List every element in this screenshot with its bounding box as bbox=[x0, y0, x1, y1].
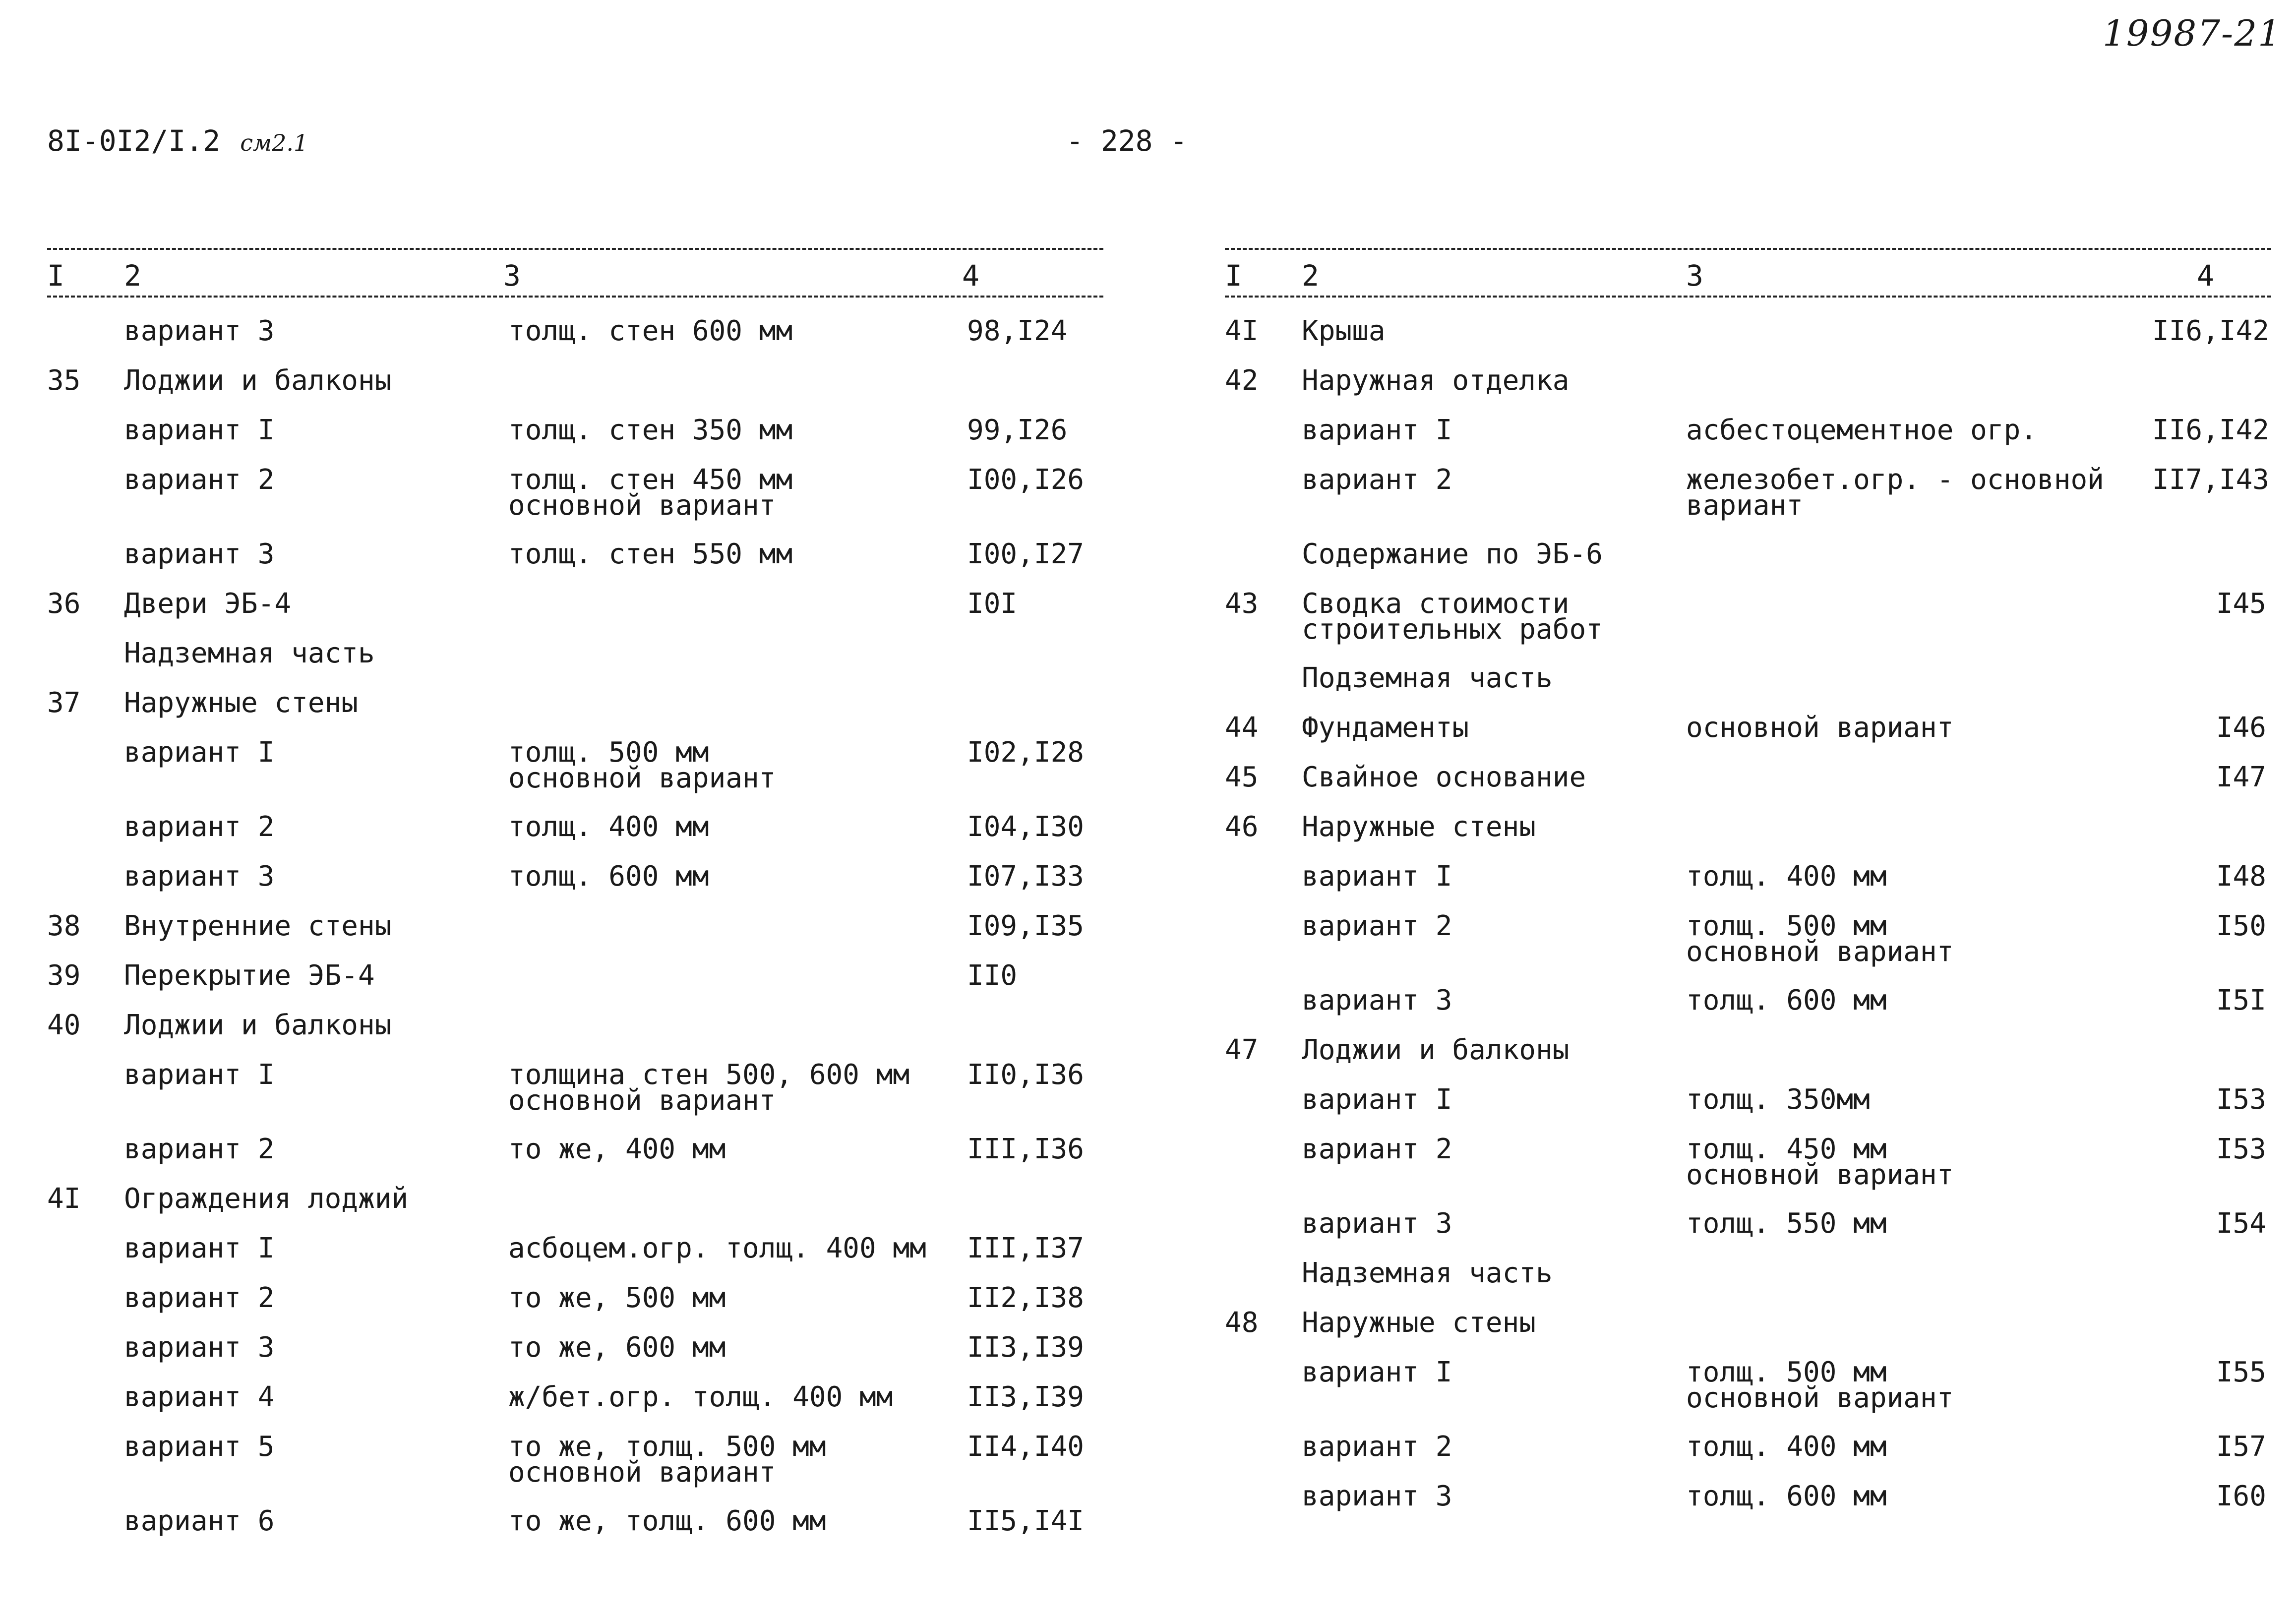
row-pages: 99,I26 bbox=[967, 414, 1068, 446]
table-row bbox=[47, 637, 1103, 690]
table-row bbox=[1225, 1257, 2271, 1310]
row-number: 46 bbox=[1225, 811, 1259, 843]
row-description-line: то же, 400 мм bbox=[508, 1133, 726, 1165]
table-header bbox=[47, 250, 1103, 296]
row-name: вариант 2 bbox=[124, 811, 275, 843]
row-description-line: вариант bbox=[1686, 489, 1804, 522]
row-number: 37 bbox=[47, 687, 81, 719]
table-header-rule bbox=[1225, 296, 2271, 298]
row-description bbox=[1686, 712, 1954, 744]
row-description bbox=[508, 414, 793, 446]
row-pages: I07,I33 bbox=[967, 860, 1085, 893]
row-pages: II0 bbox=[967, 959, 1018, 992]
table-row bbox=[47, 364, 1103, 418]
row-description bbox=[1686, 1083, 1870, 1116]
row-description-line: толщ. стен 600 мм bbox=[508, 315, 793, 347]
row-number: 35 bbox=[47, 364, 81, 397]
table-row bbox=[1225, 860, 2271, 913]
table-body bbox=[47, 315, 1103, 1558]
row-description bbox=[508, 1431, 826, 1489]
row-name: Наружные стены bbox=[124, 687, 359, 719]
row-number: 44 bbox=[1225, 712, 1259, 744]
row-description bbox=[508, 1059, 910, 1117]
column-header-1: I bbox=[47, 259, 64, 293]
column-header-3: 3 bbox=[1686, 259, 1703, 293]
row-description-line: толщ. 400 мм bbox=[508, 811, 709, 843]
row-description bbox=[508, 538, 793, 570]
row-name: вариант I bbox=[1302, 1356, 1452, 1388]
row-name: вариант 2 bbox=[124, 1282, 275, 1314]
row-description-line: основной вариант bbox=[508, 1456, 776, 1489]
row-description bbox=[1686, 1480, 1887, 1512]
table-row bbox=[1225, 364, 2271, 418]
row-pages: I46 bbox=[2216, 712, 2266, 744]
row-description-line: толщ. стен 550 мм bbox=[508, 538, 793, 570]
table-row bbox=[1225, 712, 2271, 765]
row-name: Фундаменты bbox=[1302, 712, 1469, 744]
table-row bbox=[47, 687, 1103, 740]
row-description-line: толщ. 500 мм bbox=[1686, 1356, 1887, 1388]
table-row bbox=[47, 1431, 1103, 1508]
table-row bbox=[47, 1232, 1103, 1285]
row-description bbox=[508, 464, 793, 522]
row-name: вариант 5 bbox=[124, 1431, 275, 1463]
row-name: Ограждения лоджий bbox=[124, 1183, 409, 1215]
row-description-line: основной вариант bbox=[508, 1084, 776, 1117]
table-row bbox=[47, 538, 1103, 591]
row-description bbox=[1686, 1431, 1887, 1463]
row-pages: I47 bbox=[2216, 761, 2266, 793]
row-description-line: толщ. 350мм bbox=[1686, 1083, 1870, 1116]
row-description bbox=[508, 860, 709, 893]
table-row bbox=[47, 315, 1103, 368]
table-row bbox=[1225, 662, 2271, 715]
document-code-text: 8I-0I2/I.2 bbox=[47, 124, 221, 158]
table-row bbox=[47, 1505, 1103, 1558]
row-description-line: толщ. 600 мм bbox=[508, 860, 709, 893]
row-description-line: то же, 500 мм bbox=[508, 1282, 726, 1314]
page-number: - 228 - bbox=[1066, 124, 1188, 158]
row-description-line: основной вариант bbox=[508, 489, 776, 522]
table-row bbox=[1225, 1034, 2271, 1087]
row-pages: II4,I40 bbox=[967, 1431, 1085, 1463]
row-name: вариант I bbox=[124, 414, 275, 446]
row-pages: II7,I43 bbox=[2152, 464, 2270, 496]
row-name: Содержание по ЭБ-6 bbox=[1302, 538, 1603, 570]
row-pages: I0I bbox=[967, 588, 1018, 620]
table-row bbox=[1225, 1356, 2271, 1434]
row-pages: I55 bbox=[2216, 1356, 2266, 1388]
row-name: вариант 2 bbox=[1302, 1431, 1452, 1463]
row-pages: I50 bbox=[2216, 910, 2266, 942]
row-number: 36 bbox=[47, 588, 81, 620]
table-row bbox=[1225, 464, 2271, 541]
row-pages: I09,I35 bbox=[967, 910, 1085, 942]
row-name: вариант 3 bbox=[1302, 1480, 1452, 1512]
row-name: Свайное основание bbox=[1302, 761, 1586, 793]
row-description bbox=[508, 1282, 726, 1314]
row-name: вариант 3 bbox=[124, 860, 275, 893]
row-name: Внутренние стены bbox=[124, 910, 392, 942]
row-name: Подземная часть bbox=[1302, 662, 1553, 694]
table-header-rule bbox=[47, 296, 1103, 298]
row-pages: I54 bbox=[2216, 1207, 2266, 1240]
document-code-suffix: см2.1 bbox=[240, 129, 308, 156]
row-name: вариант 3 bbox=[124, 1331, 275, 1364]
table-row bbox=[47, 1381, 1103, 1434]
table-row bbox=[1225, 588, 2271, 665]
row-description bbox=[508, 811, 709, 843]
table-row bbox=[1225, 761, 2271, 814]
handwritten-stamp: 19987-21 bbox=[2103, 12, 2282, 54]
row-number: 39 bbox=[47, 959, 81, 992]
row-pages: I53 bbox=[2216, 1133, 2266, 1165]
row-name: Надземная часть bbox=[1302, 1257, 1553, 1289]
row-name: Лоджии и балконы bbox=[124, 1009, 392, 1041]
table-row bbox=[1225, 811, 2271, 864]
row-name: Наружные стены bbox=[1302, 1307, 1536, 1339]
row-description bbox=[1686, 984, 1887, 1017]
row-number: 38 bbox=[47, 910, 81, 942]
row-number: 45 bbox=[1225, 761, 1259, 793]
row-description-line: основной вариант bbox=[508, 762, 776, 794]
column-header-4: 4 bbox=[2197, 259, 2214, 293]
row-name: Перекрытие ЭБ-4 bbox=[124, 959, 375, 992]
row-description bbox=[1686, 464, 2104, 522]
document-code bbox=[47, 124, 308, 158]
row-description-line: то же, толщ. 500 мм bbox=[508, 1431, 826, 1463]
row-description-line: толщ. 400 мм bbox=[1686, 1431, 1887, 1463]
table-row bbox=[47, 1059, 1103, 1137]
table-row bbox=[1225, 1307, 2271, 1360]
table-row bbox=[1225, 1083, 2271, 1137]
row-pages: II3,I39 bbox=[967, 1381, 1085, 1413]
row-pages: I00,I27 bbox=[967, 538, 1085, 570]
row-pages: II6,I42 bbox=[2152, 414, 2270, 446]
row-pages: I48 bbox=[2216, 860, 2266, 893]
row-name: Наружная отделка bbox=[1302, 364, 1570, 397]
table-row bbox=[47, 1282, 1103, 1335]
row-description-line: основной вариант bbox=[1686, 712, 1954, 744]
row-pages: I60 bbox=[2216, 1480, 2266, 1512]
row-description-line: толщ. 500 мм bbox=[1686, 910, 1887, 942]
row-name: вариант 2 bbox=[124, 1133, 275, 1165]
table-row bbox=[1225, 315, 2271, 368]
row-name: Лоджии и балконы bbox=[1302, 1034, 1570, 1066]
table-row bbox=[1225, 1480, 2271, 1533]
table-row bbox=[47, 1009, 1103, 1062]
row-description bbox=[508, 315, 793, 347]
row-pages: I5I bbox=[2216, 984, 2266, 1017]
row-description bbox=[508, 1505, 826, 1537]
row-description-line: основной вариант bbox=[1686, 936, 1954, 968]
row-description-line: основной вариант bbox=[1686, 1382, 1954, 1414]
row-description bbox=[1686, 860, 1887, 893]
row-pages: I45 bbox=[2216, 588, 2266, 620]
row-name: Сводка стоимости строительных работ bbox=[1302, 588, 1603, 646]
row-description-line: толщ. стен 450 мм bbox=[508, 464, 793, 496]
row-pages: II2,I38 bbox=[967, 1282, 1085, 1314]
row-description bbox=[1686, 414, 2038, 446]
row-name: вариант I bbox=[1302, 1083, 1452, 1116]
row-description-line: железобет.огр. - основной bbox=[1686, 464, 2104, 496]
row-description-line: толщ. 400 мм bbox=[1686, 860, 1887, 893]
table-row bbox=[47, 414, 1103, 467]
row-pages: I04,I30 bbox=[967, 811, 1085, 843]
table-row bbox=[47, 860, 1103, 913]
row-name: вариант 3 bbox=[1302, 984, 1452, 1017]
table-row bbox=[47, 1183, 1103, 1236]
row-name: вариант 2 bbox=[124, 464, 275, 496]
left-table bbox=[47, 248, 1103, 1558]
table-header bbox=[1225, 250, 2271, 296]
row-number: 4I bbox=[1225, 315, 1259, 347]
table-row bbox=[47, 1133, 1103, 1186]
row-name: вариант I bbox=[124, 1059, 275, 1091]
row-description-line: то же, толщ. 600 мм bbox=[508, 1505, 826, 1537]
row-name: вариант I bbox=[124, 736, 275, 769]
row-description-line: то же, 600 мм bbox=[508, 1331, 726, 1364]
row-description bbox=[1686, 1356, 1954, 1414]
row-name: вариант 2 bbox=[1302, 1133, 1452, 1165]
row-description-line: толщина стен 500, 600 мм bbox=[508, 1059, 910, 1091]
row-pages: II6,I42 bbox=[2152, 315, 2270, 347]
row-name: Лоджии и балконы bbox=[124, 364, 392, 397]
row-description-line: толщ. 450 мм bbox=[1686, 1133, 1887, 1165]
row-name: вариант 3 bbox=[124, 538, 275, 570]
row-pages: I53 bbox=[2216, 1083, 2266, 1116]
row-number: 42 bbox=[1225, 364, 1259, 397]
table-row bbox=[1225, 414, 2271, 467]
row-description-line: толщ. стен 350 мм bbox=[508, 414, 793, 446]
row-pages: III,I36 bbox=[967, 1133, 1085, 1165]
table-row bbox=[1225, 910, 2271, 988]
row-description-line: толщ. 600 мм bbox=[1686, 984, 1887, 1017]
table-row bbox=[1225, 1133, 2271, 1211]
row-number: 43 bbox=[1225, 588, 1259, 620]
row-description-line: толщ. 600 мм bbox=[1686, 1480, 1887, 1512]
row-name: вариант I bbox=[1302, 860, 1452, 893]
row-name: вариант 3 bbox=[124, 315, 275, 347]
row-name: вариант I bbox=[124, 1232, 275, 1264]
table-row bbox=[47, 959, 1103, 1013]
row-description bbox=[508, 1331, 726, 1364]
row-number: 4I bbox=[47, 1183, 81, 1215]
row-description bbox=[1686, 910, 1954, 968]
row-name: Двери ЭБ-4 bbox=[124, 588, 292, 620]
row-description bbox=[508, 1381, 893, 1413]
right-table bbox=[1225, 248, 2271, 1533]
table-row bbox=[47, 588, 1103, 641]
row-number: 40 bbox=[47, 1009, 81, 1041]
row-description-line: толщ. 500 мм bbox=[508, 736, 709, 769]
row-name: вариант 4 bbox=[124, 1381, 275, 1413]
table-row bbox=[47, 910, 1103, 963]
row-number: 48 bbox=[1225, 1307, 1259, 1339]
table-row bbox=[1225, 1431, 2271, 1484]
table-body bbox=[1225, 315, 2271, 1533]
row-description bbox=[508, 1133, 726, 1165]
row-description-line: основной вариант bbox=[1686, 1159, 1954, 1191]
row-pages: II5,I4I bbox=[967, 1505, 1085, 1537]
column-header-4: 4 bbox=[962, 259, 979, 293]
row-pages: II3,I39 bbox=[967, 1331, 1085, 1364]
table-row bbox=[1225, 1207, 2271, 1260]
row-pages: II0,I36 bbox=[967, 1059, 1085, 1091]
row-description-line: асбоцем.огр. толщ. 400 мм bbox=[508, 1232, 926, 1264]
row-number: 47 bbox=[1225, 1034, 1259, 1066]
row-name: вариант 3 bbox=[1302, 1207, 1452, 1240]
row-name: Крыша bbox=[1302, 315, 1386, 347]
column-header-3: 3 bbox=[503, 259, 521, 293]
row-pages: I02,I28 bbox=[967, 736, 1085, 769]
row-name: Наружные стены bbox=[1302, 811, 1536, 843]
column-header-1: I bbox=[1225, 259, 1242, 293]
row-pages: I00,I26 bbox=[967, 464, 1085, 496]
row-name: Надземная часть bbox=[124, 637, 375, 669]
row-pages: III,I37 bbox=[967, 1232, 1085, 1264]
row-name: вариант 2 bbox=[1302, 464, 1452, 496]
row-description bbox=[508, 1232, 926, 1264]
column-header-2: 2 bbox=[1302, 259, 1319, 293]
row-description bbox=[1686, 1207, 1887, 1240]
table-row bbox=[47, 811, 1103, 864]
row-name: вариант 2 bbox=[1302, 910, 1452, 942]
row-name: вариант I bbox=[1302, 414, 1452, 446]
row-pages: I57 bbox=[2216, 1431, 2266, 1463]
table-row bbox=[47, 736, 1103, 814]
table-row bbox=[1225, 984, 2271, 1037]
row-description bbox=[508, 736, 776, 794]
table-row bbox=[47, 464, 1103, 541]
row-description-line: толщ. 550 мм bbox=[1686, 1207, 1887, 1240]
table-row bbox=[1225, 538, 2271, 591]
column-header-2: 2 bbox=[124, 259, 141, 293]
table-row bbox=[47, 1331, 1103, 1384]
row-description bbox=[1686, 1133, 1954, 1191]
row-description-line: ж/бет.огр. толщ. 400 мм bbox=[508, 1381, 893, 1413]
row-description-line: асбестоцементное огр. bbox=[1686, 414, 2038, 446]
row-name: вариант 6 bbox=[124, 1505, 275, 1537]
row-pages: 98,I24 bbox=[967, 315, 1068, 347]
